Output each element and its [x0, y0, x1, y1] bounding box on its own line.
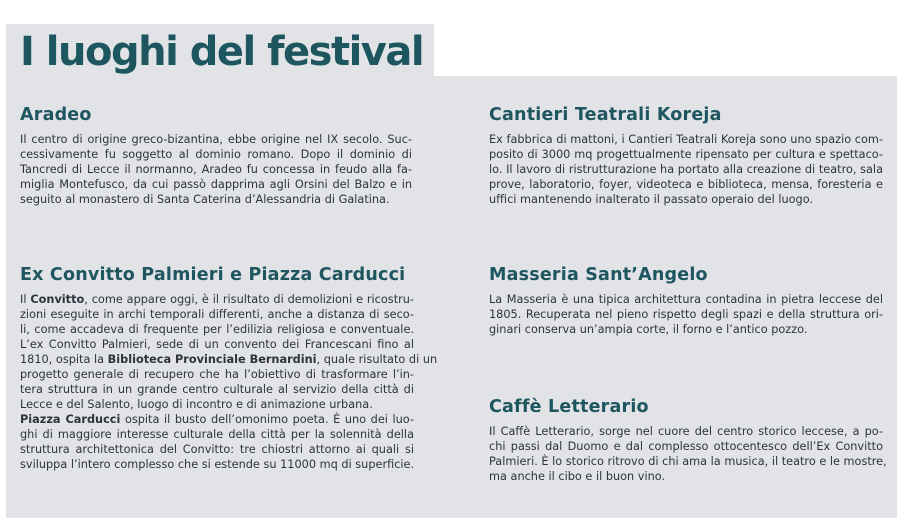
- text-line: Il centro di origine greco-bizantina, ebbe origine nel IX secolo. Suc-: [20, 133, 412, 146]
- text-line: miglia Montefusco, da cui passò dapprima agli Orsini del Balzo e in: [20, 178, 412, 191]
- text-line: seguito al monastero di Santa Caterina d’Alessandria di Galatina.: [20, 193, 390, 206]
- text-line: struttura architettonica del Convitto: tre chiostri attorno ai quali si: [20, 443, 414, 456]
- text-line: [20, 292, 414, 307]
- text-line: zioni eseguite in archi temporali differenti, anche a distanza di seco-: [20, 308, 414, 321]
- section-aradeo: [20, 104, 412, 207]
- text-line: Ex fabbrica di mattoni, i Cantieri Teatrali Koreja sono uno spazio com-: [489, 133, 883, 146]
- section-text-masseria: [489, 292, 883, 337]
- text-run: ospita il busto dell’omonimo poeta. È uno dei luo-: [120, 413, 414, 426]
- text-line: tera struttura in un grande centro culturale al servizio della città di: [20, 383, 414, 396]
- text-line: Lecce e del Salento, luogo di incontro e di animazione urbana.: [20, 398, 373, 411]
- text-line: chi passi dal Duomo e dal complesso ottocentesco dell’Ex Convitto: [489, 440, 883, 453]
- text-line: 1805. Recuperata nel pieno rispetto degli spazi e della struttura ori-: [489, 308, 883, 321]
- section-text-koreja: [489, 132, 883, 207]
- text-line: cessivamente fu soggetto al dominio romano. Dopo il dominio di: [20, 148, 412, 161]
- text-line: [20, 412, 414, 427]
- text-line: Tancredi di Lecce il normanno, Aradeo fu concessa in feudo alla fa-: [20, 163, 412, 176]
- text-line: La Masseria è una tipica architettura contadina in pietra leccese del: [489, 293, 883, 306]
- section-masseria: [489, 264, 883, 337]
- section-heading-aradeo: Aradeo: [20, 105, 92, 125]
- text-line: progetto generale di recupero che ha l’obiettivo di trasformare l’in-: [20, 368, 414, 381]
- text-line: Il Caffè Letterario, sorge nel cuore del centro storico leccese, a po-: [489, 425, 883, 438]
- bold-term-biblioteca: Biblioteca Provinciale Bernardini: [107, 353, 317, 366]
- bold-term-convitto: Convitto: [30, 293, 85, 306]
- text-line: Palmieri. È lo storico ritrovo di chi ama la musica, il teatro e le mostre,: [489, 455, 887, 468]
- section-heading-convitto: Ex Convitto Palmieri e Piazza Carducci: [20, 265, 406, 285]
- text-run: Il: [20, 293, 31, 306]
- text-line: ghi di maggiore interesse culturale della città per la solennità della: [20, 428, 414, 441]
- section-koreja: [489, 104, 883, 207]
- section-caffe: [489, 396, 887, 484]
- text-line: lo. Il lavoro di ristrutturazione ha portato alla creazione di teatro, sala: [489, 163, 883, 176]
- text-line: L’ex Convitto Palmieri, sede di un convento dei Francescani fino al: [20, 338, 414, 351]
- section-text-convitto: [20, 292, 438, 472]
- section-heading-caffe: Caffè Letterario: [489, 397, 649, 417]
- text-line: ma anche il cibo e il buon vino.: [489, 470, 666, 483]
- section-text-caffe: [489, 424, 887, 484]
- section-heading-masseria: Masseria Sant’Angelo: [489, 265, 708, 285]
- text-line: [20, 352, 438, 367]
- bold-term-piazza: Piazza Carducci: [20, 413, 121, 426]
- page-title: I luoghi del festival: [20, 29, 424, 75]
- text-run: , come appare oggi, è il risultato di demolizioni e ricostru-: [84, 293, 414, 306]
- text-line: posito di 3000 mq progettualmente ripensato per cultura e spettaco-: [489, 148, 883, 161]
- section-convitto: [20, 264, 438, 472]
- text-line: prove, laboratorio, foyer, videoteca e biblioteca, mensa, foresteria e: [489, 178, 883, 191]
- text-run: 1810, ospita la: [20, 353, 108, 366]
- text-line: li, come accadeva di frequente per l’edilizia religiosa e conventuale.: [20, 323, 414, 336]
- section-text-aradeo: [20, 132, 412, 207]
- text-line: sviluppa l’intero complesso che si estende su 11000 mq di superficie.: [20, 458, 415, 471]
- text-run: , quale risultato di un: [316, 353, 438, 366]
- text-line: uffici mantenendo inalterato il passato operaio del luogo.: [489, 193, 814, 206]
- section-heading-koreja: Cantieri Teatrali Koreja: [489, 105, 722, 125]
- text-line: ginari conserva un’ampia corte, il forno e l’antico pozzo.: [489, 323, 808, 336]
